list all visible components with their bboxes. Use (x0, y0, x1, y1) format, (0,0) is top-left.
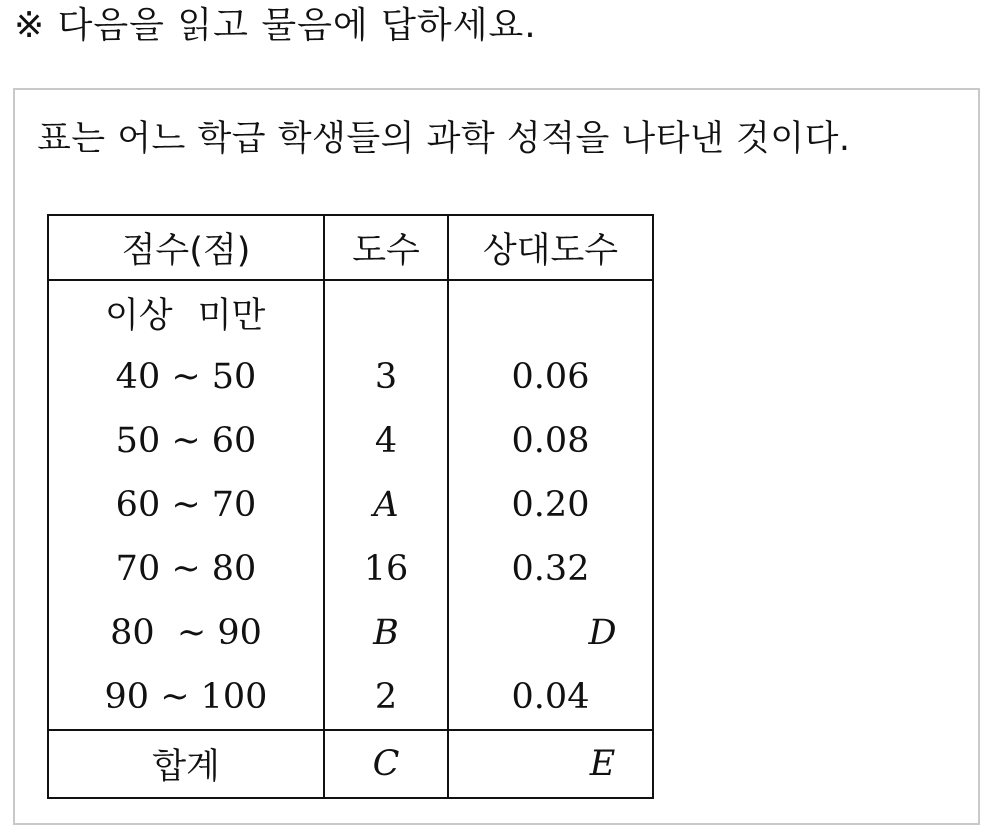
relative-frequency-cell: 0.20 (448, 473, 653, 537)
relative-frequency-cell: 0.06 (448, 345, 653, 409)
header-score: 점수(점) (48, 215, 324, 280)
relative-frequency-cell: D (448, 601, 653, 665)
table-row (48, 409, 653, 473)
instruction-text: ※ 다음을 읽고 물음에 답하세요. (14, 5, 537, 46)
empty-cell (448, 280, 653, 345)
range-cell: 40 ~ 50 (48, 345, 324, 409)
table-row (48, 601, 653, 665)
range-label-row (48, 280, 653, 345)
range-label: 이상 미만 (48, 280, 324, 345)
range-cell: 60 ~ 70 (48, 473, 324, 537)
total-frequency-cell: C (324, 730, 448, 798)
relative-frequency-cell: 0.04 (448, 665, 653, 730)
total-label: 합계 (48, 730, 324, 798)
empty-cell (324, 280, 448, 345)
frequency-cell: 16 (324, 537, 448, 601)
header-relative-frequency: 상대도수 (448, 215, 653, 280)
table-row (48, 473, 653, 537)
total-relative-frequency-cell: E (448, 730, 653, 798)
header-frequency: 도수 (324, 215, 448, 280)
range-cell: 90 ~ 100 (48, 665, 324, 730)
range-cell: 70 ~ 80 (48, 537, 324, 601)
relative-frequency-cell: 0.08 (448, 409, 653, 473)
range-cell: 50 ~ 60 (48, 409, 324, 473)
frequency-table (47, 214, 654, 799)
frequency-cell: 2 (324, 665, 448, 730)
frequency-cell: 3 (324, 345, 448, 409)
frequency-cell: 4 (324, 409, 448, 473)
table-header-row (48, 215, 653, 280)
frequency-cell: B (324, 601, 448, 665)
table-row (48, 665, 653, 730)
relative-frequency-cell: 0.32 (448, 537, 653, 601)
range-cell: 80 ~ 90 (48, 601, 324, 665)
table-row (48, 537, 653, 601)
frequency-cell: A (324, 473, 448, 537)
table-row (48, 345, 653, 409)
total-row (48, 730, 653, 798)
problem-intro: 표는 어느 학급 학생들의 과학 성적을 나타낸 것이다. (37, 119, 851, 159)
problem-box (13, 88, 980, 825)
